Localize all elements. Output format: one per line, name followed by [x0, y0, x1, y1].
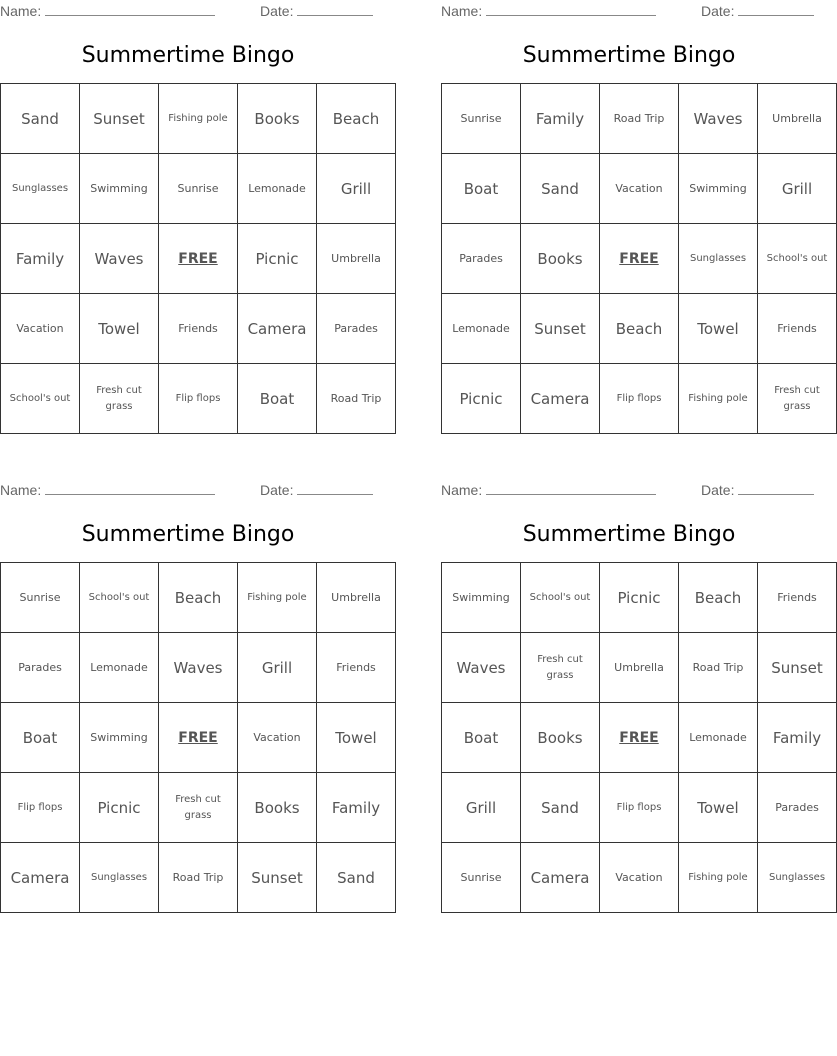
date-blank-line[interactable] [738, 2, 814, 16]
bingo-square[interactable]: Fresh cut grass [521, 633, 600, 703]
bingo-square[interactable]: Boat [442, 154, 521, 224]
bingo-square[interactable]: Fishing pole [159, 84, 238, 154]
date-field [260, 481, 373, 498]
bingo-row [442, 773, 837, 843]
bingo-square[interactable]: Flip flops [600, 773, 679, 843]
bingo-square[interactable]: Fresh cut grass [159, 773, 238, 843]
card-header-fields [0, 2, 376, 20]
bingo-square[interactable]: Fresh cut grass [80, 364, 159, 434]
bingo-square[interactable]: Family [521, 84, 600, 154]
bingo-square[interactable]: Beach [600, 294, 679, 364]
bingo-grid [0, 562, 396, 913]
bingo-row [1, 843, 396, 913]
bingo-row [1, 563, 396, 633]
bingo-square[interactable]: Lemonade [80, 633, 159, 703]
bingo-row [1, 154, 396, 224]
bingo-square[interactable]: Camera [1, 843, 80, 913]
bingo-row [442, 224, 837, 294]
bingo-square[interactable]: Parades [317, 294, 396, 364]
bingo-square[interactable]: Sunrise [159, 154, 238, 224]
bingo-square[interactable]: Umbrella [758, 84, 837, 154]
bingo-square[interactable]: Sand [317, 843, 396, 913]
bingo-row [1, 633, 396, 703]
bingo-square[interactable]: Family [317, 773, 396, 843]
bingo-square[interactable]: Picnic [80, 773, 159, 843]
free-space[interactable]: FREE [159, 224, 238, 294]
bingo-square[interactable]: Towel [80, 294, 159, 364]
date-label: Date: [701, 3, 735, 19]
bingo-square[interactable]: School's out [758, 224, 837, 294]
bingo-square[interactable]: Friends [159, 294, 238, 364]
bingo-card [441, 0, 828, 436]
bingo-square[interactable]: Towel [317, 703, 396, 773]
card-header-fields [0, 481, 376, 499]
bingo-square[interactable]: Camera [521, 364, 600, 434]
bingo-square[interactable]: Vacation [238, 703, 317, 773]
card-title: Summertime Bingo [81, 43, 295, 68]
bingo-square[interactable]: Waves [159, 633, 238, 703]
name-blank-line[interactable] [45, 481, 215, 495]
name-label: Name: [0, 482, 42, 498]
bingo-square[interactable]: Fishing pole [679, 843, 758, 913]
bingo-square[interactable]: Lemonade [442, 294, 521, 364]
bingo-row [1, 84, 396, 154]
bingo-square[interactable]: Books [238, 84, 317, 154]
bingo-square[interactable]: Picnic [442, 364, 521, 434]
name-label: Name: [0, 3, 42, 19]
bingo-square[interactable]: Picnic [600, 563, 679, 633]
bingo-square[interactable]: Sand [521, 154, 600, 224]
bingo-square[interactable]: Family [1, 224, 80, 294]
date-label: Date: [701, 482, 735, 498]
bingo-square[interactable]: Beach [159, 563, 238, 633]
name-field [441, 2, 656, 19]
bingo-square[interactable]: Beach [679, 563, 758, 633]
bingo-grid [441, 562, 837, 913]
bingo-square[interactable]: Boat [1, 703, 80, 773]
date-blank-line[interactable] [297, 481, 373, 495]
date-field [260, 2, 373, 19]
bingo-square[interactable]: Grill [442, 773, 521, 843]
bingo-square[interactable]: Books [238, 773, 317, 843]
bingo-square[interactable]: Books [521, 224, 600, 294]
bingo-row [1, 703, 396, 773]
name-blank-line[interactable] [486, 481, 656, 495]
name-label: Name: [441, 482, 483, 498]
bingo-square[interactable]: Sunrise [1, 563, 80, 633]
bingo-square[interactable]: Boat [238, 364, 317, 434]
bingo-square[interactable]: Parades [1, 633, 80, 703]
bingo-square[interactable]: Sunglasses [80, 843, 159, 913]
bingo-grid [0, 83, 396, 434]
bingo-square[interactable]: Lemonade [679, 703, 758, 773]
bingo-square[interactable]: Camera [521, 843, 600, 913]
bingo-square[interactable]: Fishing pole [238, 563, 317, 633]
bingo-square[interactable]: Umbrella [317, 563, 396, 633]
bingo-square[interactable]: Umbrella [600, 633, 679, 703]
name-blank-line[interactable] [45, 2, 215, 16]
bingo-grid [441, 83, 837, 434]
bingo-square[interactable]: Fresh cut grass [758, 364, 837, 434]
card-header-fields [441, 2, 817, 20]
bingo-square[interactable]: School's out [80, 563, 159, 633]
bingo-square[interactable]: Sunglasses [758, 843, 837, 913]
card-header-fields [441, 481, 817, 499]
bingo-square[interactable]: Towel [679, 294, 758, 364]
bingo-row [1, 364, 396, 434]
bingo-row [442, 633, 837, 703]
free-space[interactable]: FREE [600, 224, 679, 294]
bingo-square[interactable]: Swimming [80, 703, 159, 773]
bingo-square[interactable]: Sunset [521, 294, 600, 364]
bingo-square[interactable]: Road Trip [159, 843, 238, 913]
bingo-square[interactable]: Waves [679, 84, 758, 154]
bingo-square[interactable]: Sunglasses [1, 154, 80, 224]
bingo-square[interactable]: Grill [317, 154, 396, 224]
bingo-square[interactable]: Sunglasses [679, 224, 758, 294]
bingo-square[interactable]: Camera [238, 294, 317, 364]
bingo-square[interactable]: Sunrise [442, 84, 521, 154]
date-field [701, 2, 814, 19]
free-space[interactable]: FREE [159, 703, 238, 773]
date-field [701, 481, 814, 498]
date-label: Date: [260, 3, 294, 19]
bingo-row [442, 703, 837, 773]
bingo-square[interactable]: Books [521, 703, 600, 773]
bingo-square[interactable]: Beach [317, 84, 396, 154]
bingo-square[interactable]: Road Trip [600, 84, 679, 154]
bingo-square[interactable]: Grill [238, 633, 317, 703]
bingo-square[interactable]: Family [758, 703, 837, 773]
free-space[interactable]: FREE [600, 703, 679, 773]
bingo-square[interactable]: Sunset [80, 84, 159, 154]
bingo-square[interactable]: Waves [442, 633, 521, 703]
bingo-square[interactable]: Sunrise [442, 843, 521, 913]
bingo-square[interactable]: Sunset [238, 843, 317, 913]
date-blank-line[interactable] [738, 481, 814, 495]
bingo-card [441, 479, 826, 915]
bingo-square[interactable]: Road Trip [679, 633, 758, 703]
bingo-row [1, 294, 396, 364]
bingo-square[interactable]: School's out [521, 563, 600, 633]
bingo-square[interactable]: Parades [758, 773, 837, 843]
bingo-row [1, 773, 396, 843]
bingo-square[interactable]: Sand [1, 84, 80, 154]
card-title: Summertime Bingo [522, 43, 736, 68]
bingo-square[interactable]: Flip flops [159, 364, 238, 434]
bingo-square[interactable]: Vacation [600, 154, 679, 224]
name-field [441, 481, 656, 498]
bingo-square[interactable]: Parades [442, 224, 521, 294]
bingo-square[interactable]: Umbrella [317, 224, 396, 294]
bingo-row [442, 364, 837, 434]
bingo-square[interactable]: Swimming [442, 563, 521, 633]
card-title: Summertime Bingo [81, 522, 295, 547]
bingo-square[interactable]: Vacation [1, 294, 80, 364]
bingo-row [442, 843, 837, 913]
bingo-row [442, 294, 837, 364]
bingo-square[interactable]: Friends [758, 294, 837, 364]
bingo-square[interactable]: School's out [1, 364, 80, 434]
bingo-square[interactable]: Road Trip [317, 364, 396, 434]
bingo-square[interactable]: Flip flops [1, 773, 80, 843]
bingo-square[interactable]: Flip flops [600, 364, 679, 434]
name-label: Name: [441, 3, 483, 19]
bingo-square[interactable]: Towel [679, 773, 758, 843]
bingo-row [442, 84, 837, 154]
bingo-row [442, 563, 837, 633]
name-field [0, 481, 215, 498]
bingo-square[interactable]: Waves [80, 224, 159, 294]
date-blank-line[interactable] [297, 2, 373, 16]
bingo-square[interactable]: Sand [521, 773, 600, 843]
bingo-card [0, 0, 382, 436]
bingo-row [442, 154, 837, 224]
bingo-square[interactable]: Lemonade [238, 154, 317, 224]
bingo-square[interactable]: Fishing pole [679, 364, 758, 434]
bingo-square[interactable]: Picnic [238, 224, 317, 294]
bingo-square[interactable]: Swimming [80, 154, 159, 224]
bingo-square[interactable]: Vacation [600, 843, 679, 913]
name-blank-line[interactable] [486, 2, 656, 16]
bingo-square[interactable]: Grill [758, 154, 837, 224]
name-field [0, 2, 215, 19]
date-label: Date: [260, 482, 294, 498]
bingo-square[interactable]: Sunset [758, 633, 837, 703]
card-title: Summertime Bingo [522, 522, 736, 547]
bingo-square[interactable]: Swimming [679, 154, 758, 224]
bingo-square[interactable]: Boat [442, 703, 521, 773]
bingo-square[interactable]: Friends [758, 563, 837, 633]
bingo-card [0, 479, 381, 915]
bingo-square[interactable]: Friends [317, 633, 396, 703]
bingo-row [1, 224, 396, 294]
